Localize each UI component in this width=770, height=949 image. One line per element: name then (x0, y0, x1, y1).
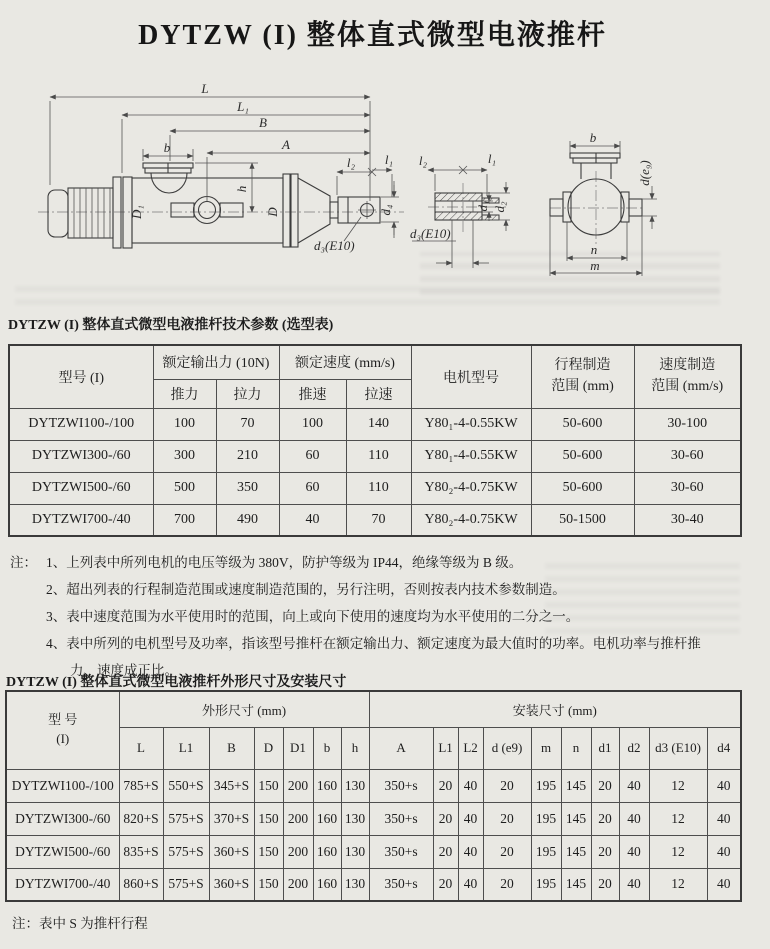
value-cell: 150 (254, 835, 283, 868)
value-cell: 140 (346, 408, 411, 440)
column-header: L (119, 727, 163, 769)
value-cell: 130 (341, 769, 369, 802)
value-cell: 360+S (209, 835, 254, 868)
value-cell: 40 (458, 868, 483, 901)
value-cell: 20 (483, 835, 531, 868)
dim-label-end-de9: d(e₉) (637, 160, 652, 186)
value-cell: 70 (216, 408, 279, 440)
table-row (6, 868, 741, 901)
value-cell: 100 (279, 408, 346, 440)
page-title: DYTZW (I) 整体直式微型电液推杆 (138, 20, 607, 51)
dim-label-sec-l2: l₂ (418, 153, 428, 168)
dim-label-l1: l₁ (384, 152, 394, 167)
spec-table (8, 344, 742, 537)
value-cell: 350 (216, 472, 279, 504)
value-cell: 12 (649, 868, 707, 901)
value-cell: 575+S (163, 868, 209, 901)
dim-label-A: A (282, 137, 290, 152)
value-cell: 30-40 (634, 504, 741, 536)
value-cell: 40 (458, 802, 483, 835)
value-cell: 150 (254, 802, 283, 835)
column-header: L1 (433, 727, 458, 769)
column-header: d3 (E10) (649, 727, 707, 769)
col-header-model: 型号 (I) (9, 345, 153, 408)
value-cell: 70 (346, 504, 411, 536)
table-row (9, 504, 741, 536)
dim-label-sec-d1: d₁ (475, 200, 490, 212)
value-cell: 130 (341, 835, 369, 868)
value-cell: 195 (531, 769, 561, 802)
dim-label-b: b (163, 140, 171, 155)
value-cell: 50-600 (531, 408, 634, 440)
value-cell: 12 (649, 835, 707, 868)
column-header: L1 (163, 727, 209, 769)
value-cell: 50-1500 (531, 504, 634, 536)
value-cell: 40 (458, 835, 483, 868)
value-cell: 575+S (163, 835, 209, 868)
note-item: 4、表中所列的电机型号及功率，指该型号推杆在额定输出力、额定速度为最大值时的功率。电机功率与推杆推力、速度成正比。 (46, 636, 701, 678)
value-cell: 195 (531, 868, 561, 901)
value-cell: 60 (279, 440, 346, 472)
column-header: D (254, 727, 283, 769)
model-cell: DYTZWI100-/100 (6, 769, 119, 802)
value-cell: Y80₂-4-0.75KW (411, 504, 531, 536)
value-cell: Y80₁-4-0.55KW (411, 440, 531, 472)
value-cell: 200 (283, 802, 313, 835)
value-cell: 575+S (163, 802, 209, 835)
value-cell: 40 (707, 769, 741, 802)
value-cell: 40 (279, 504, 346, 536)
value-cell: 350+s (369, 802, 433, 835)
model-cell: DYTZWI300-/60 (6, 802, 119, 835)
dimensions-table-body (6, 769, 741, 901)
value-cell: 20 (591, 769, 619, 802)
model-cell: DYTZWI700-/40 (9, 504, 153, 536)
value-cell: 350+s (369, 868, 433, 901)
value-cell: 300 (153, 440, 216, 472)
dim-label-B: B (259, 115, 267, 130)
value-cell: 12 (649, 769, 707, 802)
side-view (38, 81, 404, 253)
value-cell: 30-60 (634, 472, 741, 504)
dim-label-sec-l1: l₁ (487, 151, 497, 166)
value-cell: 350+s (369, 769, 433, 802)
value-cell: 20 (483, 868, 531, 901)
value-cell: 30-60 (634, 440, 741, 472)
col-group-rated-speed: 额定速度 (mm/s) (279, 345, 411, 379)
dim-label-D1: D₁ (129, 205, 144, 219)
value-cell: 145 (561, 868, 591, 901)
dimensions-table-header (6, 691, 741, 769)
value-cell: 145 (561, 769, 591, 802)
value-cell: 360+S (209, 868, 254, 901)
spec-table-header (9, 345, 741, 408)
value-cell: 350+s (369, 835, 433, 868)
value-cell: 550+S (163, 769, 209, 802)
note-item: 1、上列表中所列电机的电压等级为 380V，防护等级为 IP44，绝缘等级为 B 级。 (46, 555, 523, 570)
value-cell: 20 (591, 868, 619, 901)
value-cell: 820+S (119, 802, 163, 835)
value-cell: 40 (619, 868, 649, 901)
column-header: m (531, 727, 561, 769)
value-cell: 40 (619, 802, 649, 835)
dim-label-d3: d₃(E10) (314, 238, 355, 253)
motor (48, 188, 113, 238)
dim-label-L: L (201, 81, 209, 96)
model-cell: DYTZWI300-/60 (9, 440, 153, 472)
value-cell: 20 (591, 802, 619, 835)
value-cell: 160 (313, 835, 341, 868)
value-cell: 160 (313, 802, 341, 835)
column-header: d (e9) (483, 727, 531, 769)
dim-label-end-n: n (590, 242, 598, 257)
value-cell: 40 (619, 769, 649, 802)
column-header: D1 (283, 727, 313, 769)
model-cell: DYTZWI500-/60 (6, 835, 119, 868)
value-cell: 100 (153, 408, 216, 440)
dim-label-l2: l₂ (346, 155, 356, 170)
column-header: b (313, 727, 341, 769)
value-cell: 110 (346, 472, 411, 504)
value-cell: 200 (283, 835, 313, 868)
value-cell: 835+S (119, 835, 163, 868)
value-cell: 160 (313, 868, 341, 901)
value-cell: 40 (707, 835, 741, 868)
dim-label-D: D (265, 207, 280, 217)
value-cell: 150 (254, 868, 283, 901)
value-cell: 785+S (119, 769, 163, 802)
dim-label-end-m: m (590, 258, 600, 273)
table-row (9, 472, 741, 504)
notes-block (10, 549, 716, 684)
col-header-stroke-range: 行程制造 范围 (mm) (531, 345, 634, 408)
value-cell: 20 (433, 769, 458, 802)
table-row (6, 835, 741, 868)
model-cell: DYTZWI100-/100 (9, 408, 153, 440)
col-header-motor: 电机型号 (411, 345, 531, 408)
value-cell: 20 (433, 868, 458, 901)
col-header-push-speed: 推速 (279, 379, 346, 408)
column-header: d4 (707, 727, 741, 769)
value-cell: 20 (483, 802, 531, 835)
value-cell: 860+S (119, 868, 163, 901)
value-cell: 195 (531, 835, 561, 868)
notes-prefix: 注： (10, 555, 37, 570)
value-cell: 130 (341, 868, 369, 901)
value-cell: 110 (346, 440, 411, 472)
column-header: h (341, 727, 369, 769)
value-cell: 370+S (209, 802, 254, 835)
value-cell: 40 (707, 868, 741, 901)
value-cell: 200 (283, 769, 313, 802)
section-view (410, 151, 510, 268)
table-row (9, 408, 741, 440)
col-group-rated-force: 额定输出力 (10N) (153, 345, 279, 379)
table-row (6, 769, 741, 802)
value-cell: 40 (707, 802, 741, 835)
value-cell: 20 (433, 835, 458, 868)
col-header-speed-range: 速度制造 范围 (mm/s) (634, 345, 741, 408)
model-cell: DYTZWI700-/40 (6, 868, 119, 901)
value-cell: 195 (531, 802, 561, 835)
column-header: d2 (619, 727, 649, 769)
col-group-outline-dimensions: 外形尺寸 (mm) (119, 691, 369, 727)
value-cell: 345+S (209, 769, 254, 802)
value-cell: 20 (433, 802, 458, 835)
dimensions-table (5, 690, 742, 902)
value-cell: 40 (458, 769, 483, 802)
spec-table-caption: DYTZW (I) 整体直式微型电液推杆技术参数 (选型表) (8, 318, 334, 333)
footnote: 注：表中 S 为推杆行程 (12, 916, 148, 931)
value-cell: 500 (153, 472, 216, 504)
note-item: 2、超出列表的行程制造范围或速度制造范围的，另行注明，否则按表内技术参数制造。 (46, 582, 566, 597)
value-cell: 20 (483, 769, 531, 802)
dim-label-h: h (234, 185, 249, 193)
column-header: n (561, 727, 591, 769)
dim-label-sec-d3: d₃(E10) (410, 226, 451, 241)
col-group-install-dimensions: 安装尺寸 (mm) (369, 691, 741, 727)
dim-label-L1: L₁ (237, 99, 249, 114)
table-row (9, 440, 741, 472)
column-header: L2 (458, 727, 483, 769)
dimensions-table-caption: DYTZW (I) 整体直式微型电液推杆外形尺寸及安装尺寸 (6, 675, 347, 690)
value-cell: Y80₁-4-0.55KW (411, 408, 531, 440)
value-cell: 490 (216, 504, 279, 536)
value-cell: 700 (153, 504, 216, 536)
value-cell: 60 (279, 472, 346, 504)
value-cell: 12 (649, 802, 707, 835)
dim-label-sec-d2: d₂ (492, 201, 507, 213)
col-header-pull-speed: 拉速 (346, 379, 411, 408)
technical-drawing (0, 75, 770, 290)
value-cell: 20 (591, 835, 619, 868)
value-cell: 130 (341, 802, 369, 835)
value-cell: 210 (216, 440, 279, 472)
value-cell: 200 (283, 868, 313, 901)
value-cell: 40 (619, 835, 649, 868)
table-row (6, 802, 741, 835)
value-cell: Y80₂-4-0.75KW (411, 472, 531, 504)
dim-label-end-b: b (589, 130, 597, 145)
col-header-model: 型 号 (I) (6, 691, 119, 769)
value-cell: 50-600 (531, 472, 634, 504)
value-cell: 150 (254, 769, 283, 802)
end-view-body-circle (568, 179, 624, 235)
spec-table-body (9, 408, 741, 536)
value-cell: 50-600 (531, 440, 634, 472)
value-cell: 30-100 (634, 408, 741, 440)
value-cell: 160 (313, 769, 341, 802)
note-item: 3、表中速度范围为水平使用时的范围，向上或向下使用的速度均为水平使用的二分之一。 (46, 609, 580, 624)
column-header: d1 (591, 727, 619, 769)
column-header: B (209, 727, 254, 769)
model-cell: DYTZWI500-/60 (9, 472, 153, 504)
col-header-pull-force: 拉力 (216, 379, 279, 408)
end-view-flange (570, 153, 620, 179)
col-header-push-force: 推力 (153, 379, 216, 408)
end-view (550, 130, 657, 276)
value-cell: 145 (561, 802, 591, 835)
column-header: A (369, 727, 433, 769)
rod-end (298, 178, 380, 243)
value-cell: 145 (561, 835, 591, 868)
dim-label-d4: d₄ (378, 204, 393, 216)
